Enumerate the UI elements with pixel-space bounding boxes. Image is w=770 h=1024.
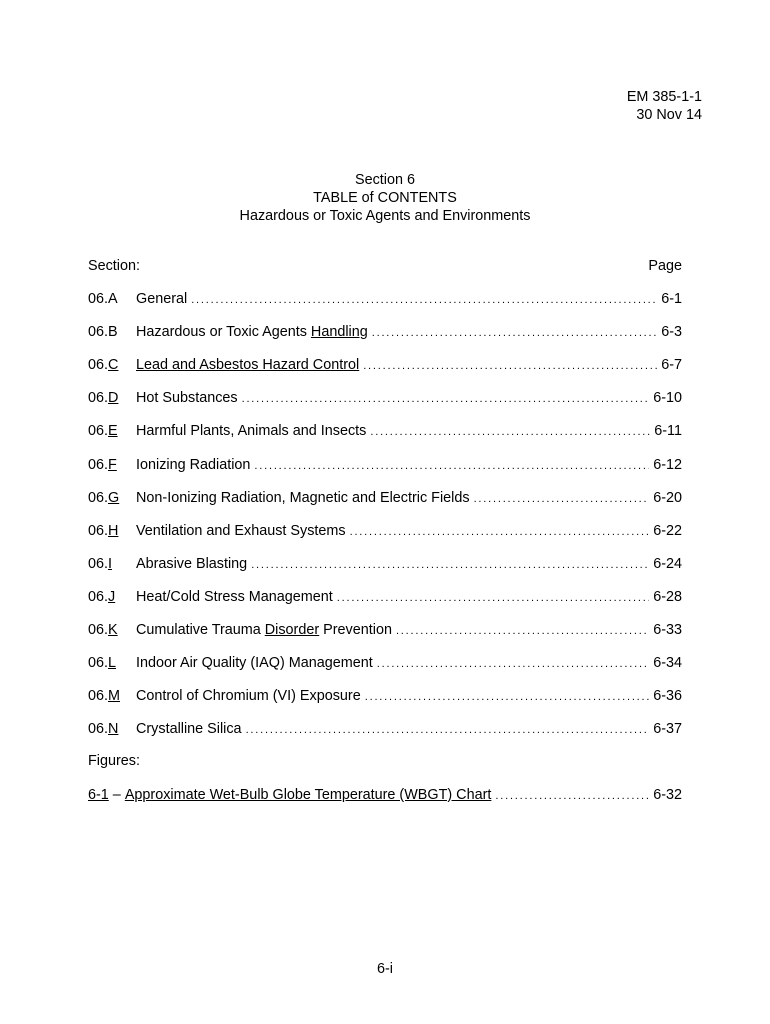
toc-entry[interactable] [88, 720, 682, 738]
toc-entry-number [88, 422, 118, 440]
toc-entry-title-part: Harmful Plants, Animals and Insects [136, 423, 367, 440]
toc-entry-title-part: Cumulative Trauma [136, 622, 265, 638]
toc-entry-body [136, 654, 682, 673]
toc-entry-body [136, 555, 682, 574]
toc-entry-number-prefix: 06. [88, 588, 109, 605]
toc-entry-body [136, 720, 682, 739]
dot-leader [474, 490, 650, 508]
toc-entry-page: 6-1 [661, 291, 682, 307]
toc-heading: TABLE of CONTENTS [313, 190, 457, 206]
figure-title[interactable]: Approximate Wet-Bulb Globe Temperature (WBGT) Chart [124, 787, 492, 803]
toc-entry-title[interactable] [136, 389, 238, 407]
toc-entry-title-part: Indoor Air Quality (IAQ) Management [136, 655, 373, 672]
toc-entry-title-part: General [136, 291, 188, 307]
toc-entry-page: 6-20 [653, 489, 682, 506]
toc-entry-number-prefix: 06. [88, 423, 109, 440]
toc-entry-title-part: Non-Ionizing Radiation, Magnetic and Electric Fields [136, 489, 470, 506]
toc-entry-number-prefix: 06. [88, 655, 109, 672]
toc-entry-page: 6-7 [661, 357, 682, 374]
toc-entry-number [88, 621, 118, 639]
toc-entry-number-letter: L [108, 655, 117, 672]
toc-entry-title[interactable] [136, 588, 333, 606]
toc-entry-page: 6-33 [653, 622, 682, 638]
toc-entry[interactable] [88, 489, 682, 507]
toc-entry-page: 6-37 [653, 721, 682, 738]
page-footer [0, 960, 770, 978]
dot-leader [396, 622, 649, 640]
toc-entry[interactable] [88, 323, 682, 341]
document-header [627, 88, 702, 124]
toc-entry-number-letter: D [108, 390, 119, 407]
toc-entry-number-prefix: 06. [88, 688, 109, 705]
toc-entry-title[interactable] [136, 356, 359, 374]
figure-dash: – [108, 787, 125, 803]
dot-leader [254, 457, 649, 475]
document-number: EM 385-1-1 [626, 89, 702, 105]
toc-entry[interactable] [88, 588, 682, 606]
dot-leader [365, 688, 649, 706]
toc-entry-title-part: Ionizing Radiation [136, 456, 251, 473]
toc-entry-title-part: Ventilation and Exhaust Systems [136, 522, 346, 539]
toc-entry-number-prefix: 06. [88, 390, 109, 407]
toc-entry-number [88, 389, 118, 407]
toc-entry-number-prefix: 06. [88, 357, 109, 374]
toc-entry-title[interactable] [136, 290, 187, 308]
toc-entry-page: 6-24 [653, 555, 682, 572]
dot-leader [242, 390, 650, 408]
toc-entry-title-part: Prevention [319, 622, 392, 638]
figure-number[interactable]: 6-1 [88, 787, 109, 803]
figures-label: Figures: [88, 753, 140, 769]
toc-entry-title[interactable] [136, 456, 250, 474]
toc-entry-body [136, 323, 682, 342]
toc-entry-page: 6-28 [653, 588, 682, 605]
toc-entry-number-letter: N [108, 721, 119, 738]
page-column-label: Page [648, 258, 682, 274]
toc-entry[interactable] [88, 621, 682, 639]
toc-entry-number [88, 323, 118, 341]
toc-entry-number-prefix: 06.A [88, 291, 118, 307]
toc-entry[interactable] [88, 290, 682, 308]
toc-entry-number [88, 290, 118, 308]
toc-entry-page: 6-11 [654, 423, 682, 440]
section-heading: Section 6 [354, 172, 415, 188]
section-title-block [0, 171, 770, 225]
dot-leader [191, 291, 657, 309]
toc-entry-body [136, 389, 682, 408]
toc-entry-page: 6-22 [653, 522, 682, 539]
toc-entry-number [88, 489, 119, 507]
toc-entry-number [88, 356, 118, 374]
toc-entry-title[interactable] [136, 621, 392, 639]
document-date: 30 Nov 14 [636, 107, 702, 123]
toc-entry[interactable] [88, 456, 682, 474]
toc-entry-title[interactable] [136, 720, 242, 738]
toc-entry-title[interactable] [136, 654, 373, 672]
toc-entry[interactable] [88, 389, 682, 407]
dot-leader [372, 324, 657, 342]
toc-entry[interactable] [88, 654, 682, 672]
toc-entry-number-letter: E [108, 423, 118, 440]
toc-entry[interactable] [88, 356, 682, 374]
toc-entry-title[interactable] [136, 323, 368, 341]
toc-entry-number-letter: J [108, 588, 116, 605]
toc-entry-body [136, 422, 682, 441]
toc-entry-title-part: Heat/Cold Stress Management [136, 588, 333, 605]
toc-entry-title-part: Hot Substances [136, 390, 238, 407]
toc-entry-body [136, 489, 682, 508]
toc-entry[interactable] [88, 422, 682, 440]
toc-entry-number-prefix: 06. [88, 522, 109, 539]
toc-entry-number-prefix: 06. [88, 721, 109, 738]
toc-entry-number [88, 654, 116, 672]
toc-entry[interactable] [88, 555, 682, 573]
toc-entry-title-part: Control of Chromium (VI) Exposure [136, 688, 361, 705]
section-subject: Hazardous or Toxic Agents and Environments [239, 208, 531, 224]
toc-entry-title-part: Hazardous or Toxic Agents [136, 324, 311, 341]
toc-entry-page: 6-3 [661, 324, 682, 341]
dot-leader [370, 423, 650, 441]
dot-leader [363, 357, 657, 375]
toc-entry-number-letter: K [108, 622, 118, 638]
toc-entry-number-prefix: 06.B [88, 324, 118, 341]
toc-entry-number [88, 456, 117, 474]
figure-entry[interactable] [88, 786, 682, 804]
dot-leader [377, 655, 649, 673]
toc-entry-number [88, 588, 115, 606]
toc-entry-body [136, 356, 682, 375]
toc-entry-number-prefix: 06. [88, 622, 109, 638]
dot-leader [495, 787, 649, 805]
toc-entry-number [88, 522, 118, 540]
toc-entry-number-letter: H [108, 522, 119, 539]
toc-entry[interactable] [88, 687, 682, 705]
dot-leader [350, 523, 650, 541]
toc-entry-body [136, 522, 682, 541]
toc-entry-title[interactable] [136, 522, 346, 540]
toc-entry-number [88, 720, 118, 738]
toc-entry-page: 6-10 [653, 390, 682, 407]
figure-page: 6-32 [653, 787, 682, 803]
toc-entry-body [136, 456, 682, 475]
toc-entry-title-part: Disorder [264, 622, 320, 638]
toc-entry-number-prefix: 06. [88, 456, 109, 473]
toc-entry-title[interactable] [136, 422, 366, 440]
toc-entry-number-letter: F [108, 456, 117, 473]
toc-entry-page: 6-12 [653, 456, 682, 473]
toc-entry-title-part: Lead and Asbestos Hazard Control [136, 357, 360, 374]
toc-entry-number-prefix: 06. [88, 555, 109, 572]
toc-entry[interactable] [88, 522, 682, 540]
toc-entry-number-letter: I [108, 555, 113, 572]
toc-entry-number-prefix: 06. [88, 489, 109, 506]
toc-entry-title[interactable] [136, 489, 470, 507]
dot-leader [246, 721, 650, 739]
toc-entry-title-part: Crystalline Silica [136, 721, 242, 738]
toc-entry-title[interactable] [136, 555, 247, 573]
dot-leader [251, 556, 649, 574]
toc-entry-title-part: Handling [310, 324, 368, 341]
toc-entry-title[interactable] [136, 687, 361, 705]
toc-entry-number-letter: M [108, 688, 121, 705]
toc-entry-body [136, 621, 682, 640]
toc-entry-number-letter: C [108, 357, 119, 374]
toc-entry-number-letter: G [108, 489, 120, 506]
toc-entry-body [136, 687, 682, 706]
footer-page-number: 6-i [377, 961, 393, 977]
toc-entry-number [88, 555, 112, 573]
toc-entry-number [88, 687, 120, 705]
toc-entry-page: 6-34 [653, 655, 682, 672]
toc-entry-body [136, 290, 682, 309]
dot-leader [337, 589, 649, 607]
section-column-label: Section: [88, 258, 140, 274]
toc-entry-title-part: Abrasive Blasting [136, 555, 248, 572]
toc-entry-body [136, 588, 682, 607]
toc-entry-page: 6-36 [653, 688, 682, 705]
